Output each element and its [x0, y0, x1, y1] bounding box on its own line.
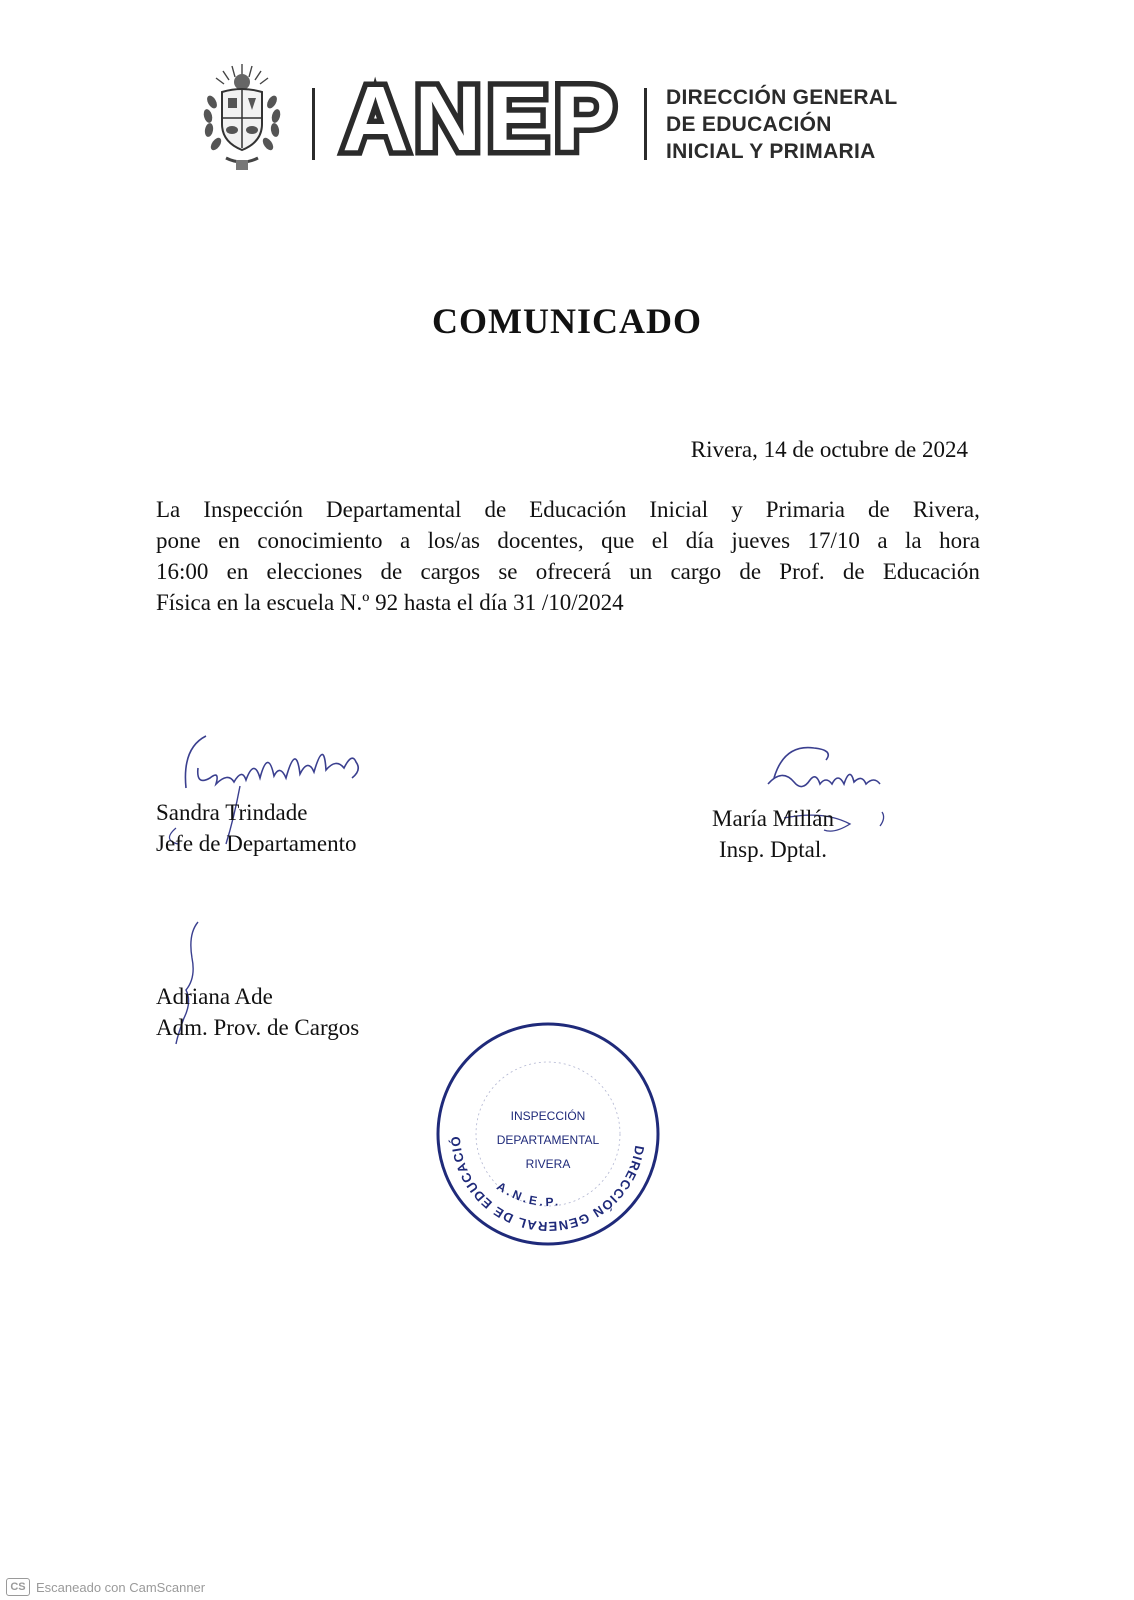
body-word: 16:00: [156, 559, 209, 584]
camscanner-icon: CS: [6, 1578, 30, 1596]
body-word: a: [399, 528, 411, 553]
signer-name: Adriana Ade: [156, 984, 273, 1009]
letterhead: [196, 62, 956, 174]
body-word: día: [685, 528, 714, 553]
body-word: cargos: [420, 559, 481, 584]
body-word: elecciones: [266, 559, 363, 584]
direction-line: INICIAL Y PRIMARIA: [666, 140, 876, 163]
body-word: 17/10: [807, 528, 860, 553]
body-word: de: [739, 559, 762, 584]
direction-line: DE EDUCACIÓN: [666, 113, 832, 136]
body-word: Rivera,: [912, 497, 980, 522]
body-word: de: [842, 559, 865, 584]
signature-millan: [712, 803, 834, 865]
body-line: [156, 525, 980, 556]
anep-logo: [332, 72, 632, 172]
stamp-center-line: INSPECCIÓN: [510, 1109, 586, 1123]
document-body: [156, 494, 980, 618]
signature-ade: [156, 981, 359, 1043]
body-word: Inicial: [649, 497, 709, 522]
body-word: se: [498, 559, 518, 584]
header-divider: [644, 88, 647, 160]
stamp-center-line: RIVERA: [525, 1157, 571, 1171]
body-word: jueves: [731, 528, 791, 553]
body-word: de: [484, 497, 507, 522]
document-date: Rivera, 14 de octubre de 2024: [690, 437, 968, 462]
body-word: ofrecerá: [535, 559, 612, 584]
body-word: en: [226, 559, 249, 584]
inspection-stamp: [432, 1018, 664, 1250]
body-word: cargo: [670, 559, 722, 584]
body-word: los/as: [427, 528, 480, 553]
scanner-watermark: [6, 1578, 205, 1596]
stamp-bottom-text: A.N.E.P.: [494, 1178, 562, 1210]
body-word: Educación: [882, 559, 980, 584]
body-word: el: [651, 528, 669, 553]
body-word: a: [877, 528, 888, 553]
stamp-ring-text: DIRECCIÓN GENERAL DE EDUCACIÓ: [447, 1134, 648, 1235]
body-word: que: [601, 528, 635, 553]
scanner-text: Escaneado con CamScanner: [36, 1579, 206, 1595]
uruguay-coat-of-arms-icon: [196, 62, 288, 174]
body-line: Física en la escuela N.º 92 hasta el día 31 /10/2024: [156, 590, 624, 615]
signer-name: María Millán: [712, 806, 834, 831]
svg-text:A.N.E.P.: [494, 1179, 561, 1209]
body-word: Educación: [529, 497, 627, 522]
body-word: un: [629, 559, 653, 584]
body-word: pone: [156, 528, 201, 553]
body-word: Prof.: [779, 559, 825, 584]
stamp-center-line: DEPARTAMENTAL: [496, 1133, 600, 1147]
direction-line: DIRECCIÓN GENERAL: [666, 86, 898, 109]
signer-role: Jefe de Departamento: [156, 831, 357, 856]
body-word: y: [731, 497, 743, 522]
body-word: Primaria: [765, 497, 845, 522]
body-word: de: [868, 497, 890, 522]
body-word: docentes,: [497, 528, 584, 553]
body-word: conocimiento: [257, 528, 383, 553]
body-line: [156, 494, 980, 525]
direction-general-text: [666, 84, 897, 165]
document-title: COMUNICADO: [432, 301, 702, 341]
signer-name: Sandra Trindade: [156, 800, 308, 825]
body-word: la: [905, 528, 922, 553]
body-word: Inspección: [203, 497, 303, 522]
anep-logo-text: ANEP: [342, 72, 622, 170]
signer-role: Insp. Dptal.: [719, 837, 827, 862]
body-word: La: [156, 497, 181, 522]
body-word: hora: [939, 528, 980, 553]
body-word: Departamental: [326, 497, 462, 522]
body-word: de: [380, 559, 403, 584]
body-line: [156, 556, 980, 587]
header-divider: [312, 88, 315, 160]
signature-trindade: [156, 797, 357, 859]
body-word: en: [218, 528, 240, 553]
signer-role: Adm. Prov. de Cargos: [156, 1015, 360, 1040]
